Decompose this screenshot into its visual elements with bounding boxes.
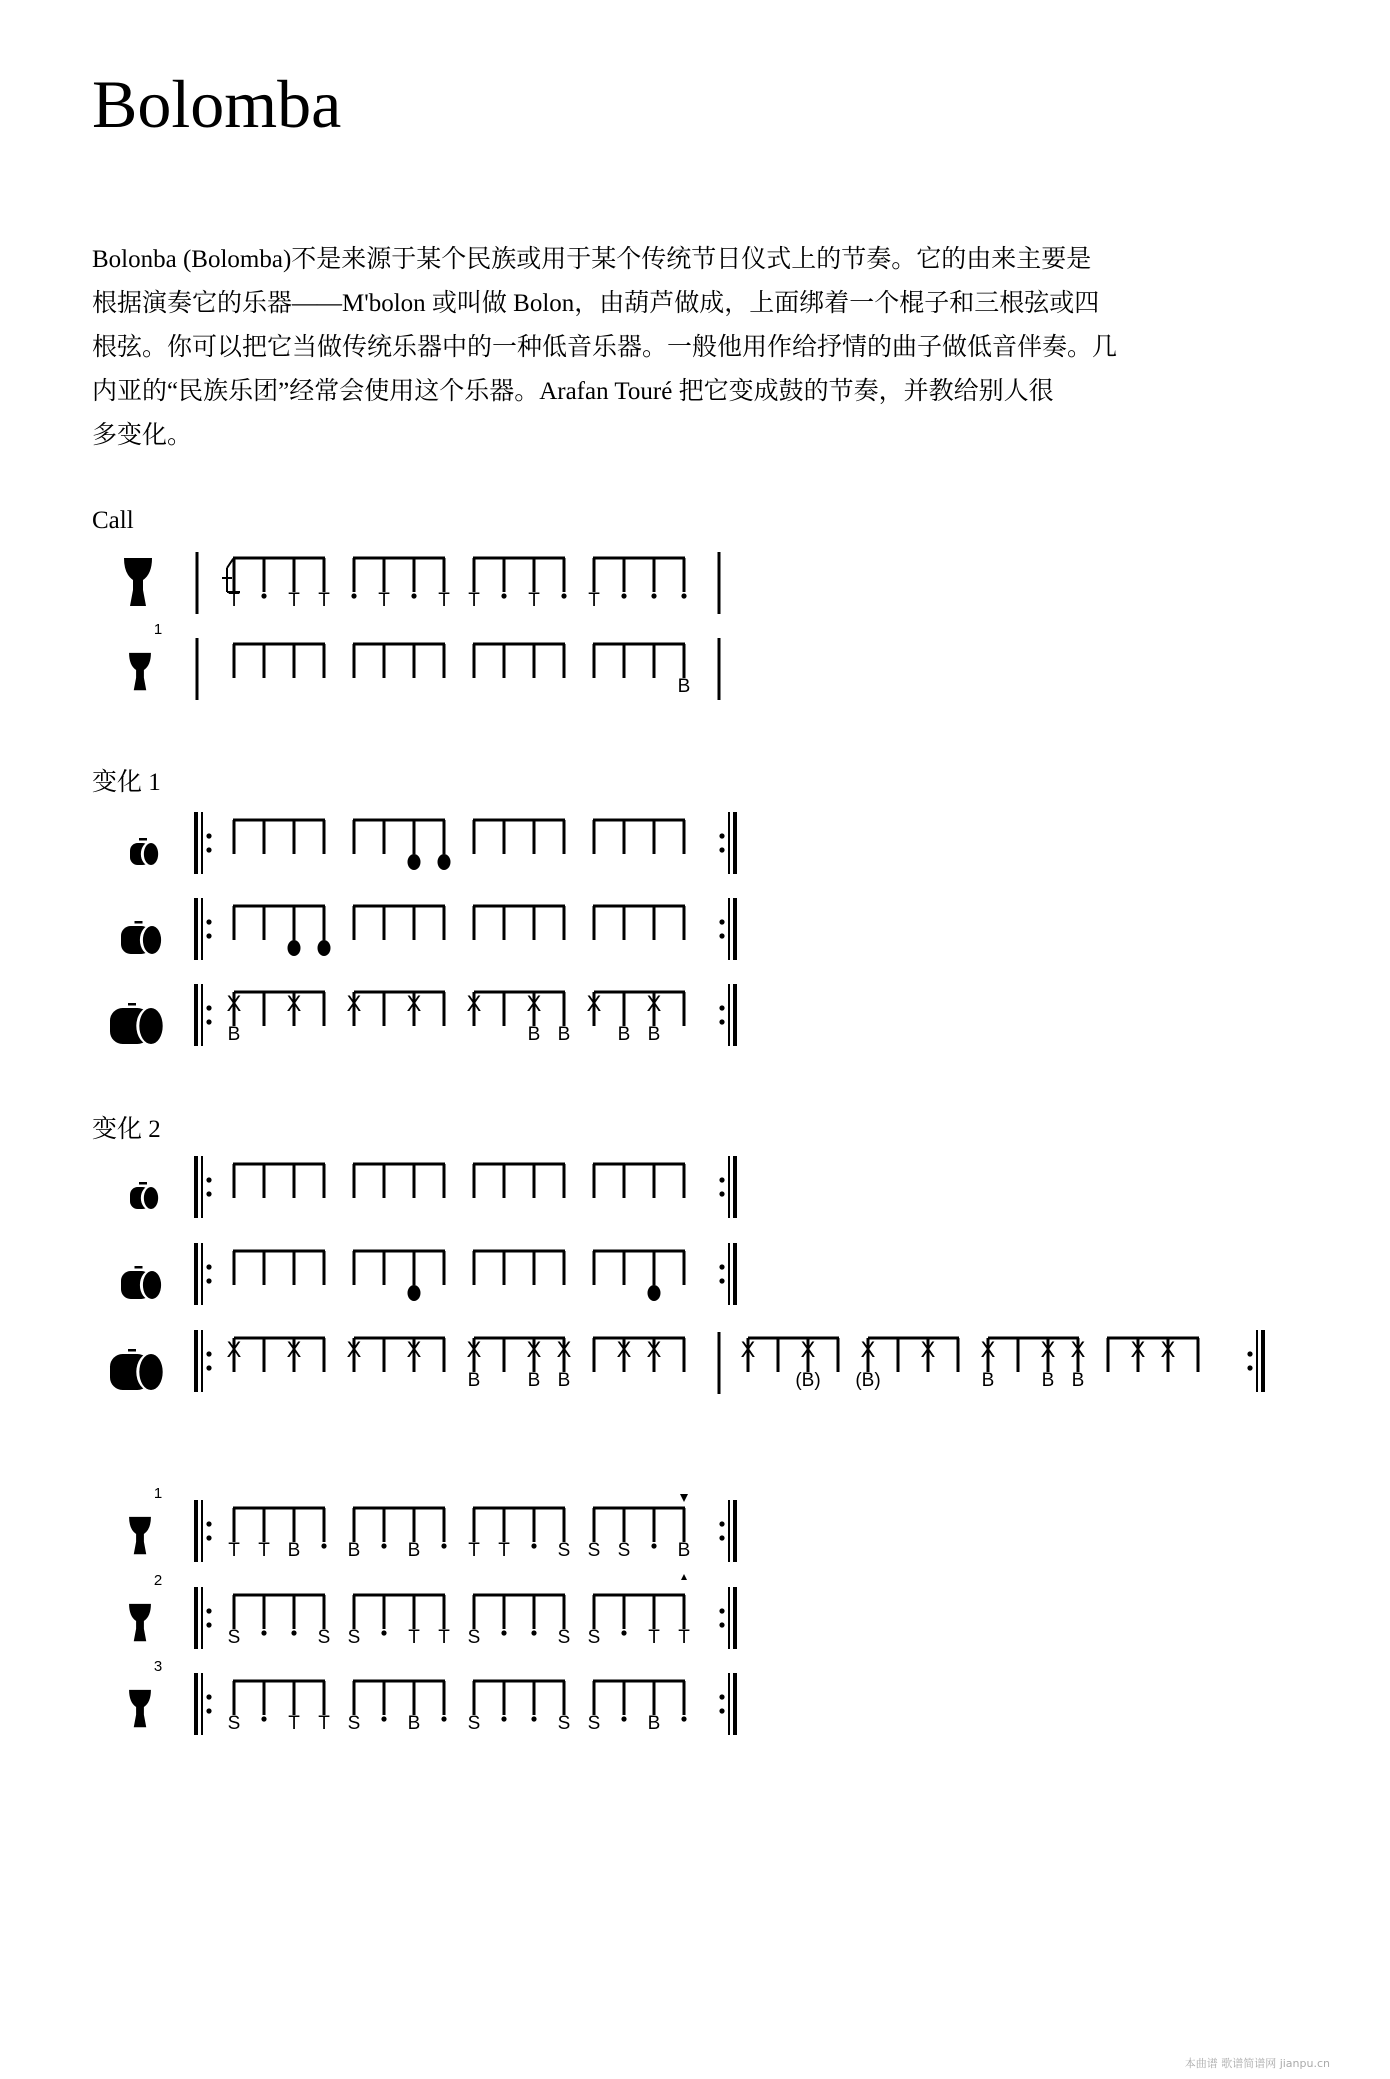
rest-dot bbox=[261, 593, 266, 598]
section-label-call: Call bbox=[92, 507, 134, 534]
staff-row bbox=[130, 812, 735, 874]
rest-dot bbox=[411, 593, 416, 598]
beat-group bbox=[741, 1337, 839, 1391]
row-number: 3 bbox=[153, 1658, 163, 1675]
bell-stroke: X bbox=[346, 1337, 362, 1362]
staff-row bbox=[124, 552, 719, 614]
stroke-label: B bbox=[981, 1370, 995, 1391]
drum-stick-icon bbox=[128, 1349, 136, 1352]
stroke-label: B bbox=[527, 1370, 541, 1391]
beat-group bbox=[233, 644, 325, 678]
beat-group bbox=[588, 558, 686, 611]
bell-stroke: X bbox=[286, 1337, 302, 1362]
rest-dot bbox=[531, 1630, 536, 1635]
drum-head-icon bbox=[139, 1008, 162, 1044]
stroke-label: S bbox=[587, 1627, 601, 1648]
beat-group bbox=[353, 1251, 445, 1301]
bell-stroke: X bbox=[800, 1337, 816, 1362]
stroke-label: T bbox=[528, 590, 540, 611]
stroke-label: B bbox=[677, 676, 691, 697]
bell-stroke: X bbox=[980, 1337, 996, 1362]
beat-group bbox=[588, 1508, 691, 1561]
repeat-dot bbox=[206, 1278, 211, 1283]
stroke-label: S bbox=[617, 1540, 631, 1561]
repeat-dot bbox=[206, 1708, 211, 1713]
intro-line: 根据演奏它的乐器——M'bolon 或叫做 Bolon，由葫芦做成，上面绑着一个棍子和三根弦或四 bbox=[92, 290, 1100, 317]
beat-group bbox=[473, 1164, 565, 1198]
repeat-dot bbox=[206, 1264, 211, 1269]
repeat-dot bbox=[206, 1622, 211, 1627]
stroke-label: T bbox=[228, 1540, 240, 1561]
drum-stick-icon bbox=[139, 1182, 147, 1185]
repeat-dot bbox=[206, 833, 211, 838]
bass-note bbox=[408, 854, 421, 870]
stroke-label: S bbox=[557, 1627, 571, 1648]
stroke-label: S bbox=[467, 1627, 481, 1648]
bell-stroke: X bbox=[226, 1337, 242, 1362]
staff-row bbox=[130, 1156, 735, 1218]
stroke-label: S bbox=[227, 1627, 241, 1648]
bell-stroke: X bbox=[1070, 1337, 1086, 1362]
drum-head-icon bbox=[143, 926, 161, 954]
section-variation-1 bbox=[110, 812, 735, 1046]
stroke-label: S bbox=[347, 1627, 361, 1648]
beat-group bbox=[588, 1595, 691, 1648]
stroke-label: T bbox=[258, 1540, 270, 1561]
bell-stroke: X bbox=[346, 991, 362, 1016]
repeat-dot bbox=[206, 1019, 211, 1024]
stroke-label: T bbox=[378, 590, 390, 611]
stroke-label: S bbox=[557, 1713, 571, 1734]
beat-group bbox=[593, 644, 690, 697]
staff-row bbox=[129, 1658, 735, 1735]
repeat-dot bbox=[719, 1019, 724, 1024]
stroke-label: B bbox=[287, 1540, 301, 1561]
stroke-label: B bbox=[617, 1024, 631, 1045]
rest-dot bbox=[621, 1716, 626, 1721]
drum-head-icon bbox=[144, 1187, 158, 1209]
drum-stick-icon bbox=[128, 1003, 136, 1006]
beat-group bbox=[587, 991, 685, 1045]
stroke-label: B bbox=[1041, 1370, 1055, 1391]
rest-dot bbox=[531, 1543, 536, 1548]
bell-stroke: X bbox=[920, 1337, 936, 1362]
staff-row bbox=[110, 984, 735, 1046]
repeat-dot bbox=[719, 1191, 724, 1196]
beat-group bbox=[468, 558, 566, 611]
repeat-dot bbox=[206, 1191, 211, 1196]
bell-stroke: X bbox=[646, 1337, 662, 1362]
stroke-label: B bbox=[407, 1713, 421, 1734]
repeat-dot bbox=[206, 1694, 211, 1699]
beat-group bbox=[353, 820, 451, 870]
rest-dot bbox=[651, 593, 656, 598]
repeat-dot bbox=[719, 1535, 724, 1540]
beat-group bbox=[855, 1337, 959, 1391]
beat-group bbox=[473, 1251, 565, 1285]
repeat-dot bbox=[206, 1177, 211, 1182]
beat-group bbox=[233, 906, 331, 956]
repeat-dot bbox=[206, 1351, 211, 1356]
drum-head-icon bbox=[139, 1354, 162, 1390]
bell-stroke: X bbox=[526, 991, 542, 1016]
section-variation-2 bbox=[110, 1156, 1263, 1394]
staff-row bbox=[121, 898, 735, 960]
rest-dot bbox=[351, 593, 356, 598]
beat-group bbox=[593, 1251, 685, 1301]
stroke-label: S bbox=[467, 1713, 481, 1734]
stroke-label: T bbox=[468, 1540, 480, 1561]
stroke-label: B bbox=[407, 1540, 421, 1561]
stroke-label: T bbox=[588, 590, 600, 611]
djembe-icon bbox=[129, 1604, 151, 1641]
beat-group bbox=[227, 1337, 325, 1372]
beat-group bbox=[353, 1164, 445, 1198]
stroke-label: T bbox=[468, 590, 480, 611]
repeat-dot bbox=[719, 1708, 724, 1713]
repeat-dot bbox=[719, 1005, 724, 1010]
stroke-label: S bbox=[557, 1540, 571, 1561]
beat-group bbox=[348, 1508, 447, 1561]
repeat-dot bbox=[719, 933, 724, 938]
repeat-dot bbox=[206, 1365, 211, 1370]
stroke-label: B bbox=[557, 1024, 571, 1045]
beat-group bbox=[593, 1337, 685, 1372]
intro-line: Bolonba (Bolomba)不是来源于某个民族或用于某个传统节日仪式上的节奏。它的由来主要是 bbox=[92, 246, 1092, 273]
row-number: 1 bbox=[153, 621, 163, 638]
beat-group bbox=[233, 1251, 325, 1285]
beat-group bbox=[233, 820, 325, 854]
beat-group bbox=[468, 1508, 570, 1561]
repeat-dot bbox=[206, 919, 211, 924]
rest-dot bbox=[561, 593, 566, 598]
djembe-icon bbox=[129, 653, 151, 690]
bell-stroke: X bbox=[586, 991, 602, 1016]
stroke-label: T bbox=[288, 590, 300, 611]
stroke-label: S bbox=[587, 1713, 601, 1734]
stroke-label: T bbox=[408, 1627, 420, 1648]
bell-stroke: X bbox=[466, 1337, 482, 1362]
repeat-dot bbox=[206, 1521, 211, 1526]
stroke-label: T bbox=[678, 1627, 690, 1648]
staff-row bbox=[129, 1485, 735, 1580]
drum-stick-icon bbox=[139, 838, 147, 841]
bass-note bbox=[408, 1285, 421, 1301]
rest-dot bbox=[261, 1716, 266, 1721]
stroke-label: T bbox=[498, 1540, 510, 1561]
beat-group bbox=[353, 906, 445, 940]
page-title: Bolomba bbox=[92, 66, 342, 142]
stroke-label: B bbox=[347, 1540, 361, 1561]
accent-marker-icon bbox=[681, 1574, 687, 1580]
bass-note bbox=[318, 940, 331, 956]
drum-stick-icon bbox=[135, 921, 143, 924]
rest-dot bbox=[621, 1630, 626, 1635]
beat-group bbox=[228, 558, 330, 611]
bell-stroke: X bbox=[1130, 1337, 1146, 1362]
bass-note bbox=[648, 1285, 661, 1301]
beat-group bbox=[353, 644, 445, 678]
rest-dot bbox=[651, 1543, 656, 1548]
beat-group bbox=[348, 1595, 451, 1648]
stroke-label: B bbox=[227, 1024, 241, 1045]
drum-head-icon bbox=[144, 843, 158, 865]
repeat-dot bbox=[719, 1278, 724, 1283]
beat-group bbox=[233, 1164, 325, 1198]
repeat-dot bbox=[719, 1608, 724, 1613]
repeat-dot bbox=[719, 1177, 724, 1182]
section-djembe-accompaniments bbox=[129, 1485, 735, 1735]
row-number: 2 bbox=[153, 1572, 163, 1589]
bell-stroke: X bbox=[616, 1337, 632, 1362]
repeat-dot bbox=[206, 1608, 211, 1613]
stroke-label: S bbox=[227, 1713, 241, 1734]
repeat-dot bbox=[1247, 1351, 1252, 1356]
repeat-dot bbox=[719, 1521, 724, 1526]
beat-group bbox=[473, 644, 565, 678]
staff-row bbox=[121, 1243, 735, 1305]
stroke-label: S bbox=[317, 1627, 331, 1648]
beat-group bbox=[981, 1337, 1086, 1391]
djembe-icon bbox=[124, 558, 152, 606]
beat-group bbox=[348, 1681, 447, 1734]
rest-dot bbox=[321, 1543, 326, 1548]
beat-group bbox=[593, 906, 685, 940]
stroke-label: T bbox=[438, 1627, 450, 1648]
beat-group bbox=[467, 991, 571, 1045]
bass-note bbox=[438, 854, 451, 870]
djembe-icon bbox=[129, 1690, 151, 1727]
bell-stroke: X bbox=[740, 1337, 756, 1362]
stroke-label: B bbox=[467, 1370, 481, 1391]
rest-dot bbox=[261, 1630, 266, 1635]
bass-note bbox=[288, 940, 301, 956]
accent-marker-icon bbox=[680, 1494, 688, 1502]
intro-line: 根弦。你可以把它当做传统乐器中的一种低音乐器。一般他用作给抒情的曲子做低音伴奏。几 bbox=[92, 334, 1118, 361]
stroke-label: B bbox=[527, 1024, 541, 1045]
beat-group bbox=[347, 1337, 445, 1372]
stroke-label: B bbox=[647, 1024, 661, 1045]
repeat-dot bbox=[1247, 1365, 1252, 1370]
section-label-variation-1: 变化 1 bbox=[92, 769, 161, 796]
drum-stick-icon bbox=[135, 1266, 143, 1269]
intro-line: 内亚的“民族乐团”经常会使用这个乐器。Arafan Touré 把它变成鼓的节奏，并教给别人很 bbox=[92, 378, 1054, 405]
rest-dot bbox=[531, 1716, 536, 1721]
rest-dot bbox=[441, 1716, 446, 1721]
beat-group bbox=[227, 991, 325, 1045]
stroke-label: T bbox=[438, 590, 450, 611]
staff-row bbox=[129, 1572, 735, 1649]
beat-group bbox=[593, 1164, 685, 1198]
rest-dot bbox=[501, 1716, 506, 1721]
stroke-label: T bbox=[288, 1713, 300, 1734]
repeat-dot bbox=[206, 1005, 211, 1010]
stroke-label: T bbox=[228, 590, 240, 611]
beat-group bbox=[228, 1508, 326, 1561]
beat-group bbox=[468, 1681, 571, 1734]
bell-stroke: X bbox=[286, 991, 302, 1016]
stroke-label: S bbox=[587, 1540, 601, 1561]
section-label-variation-2: 变化 2 bbox=[92, 1116, 161, 1143]
djembe-icon bbox=[129, 1517, 151, 1554]
staff-row bbox=[110, 1330, 1263, 1394]
repeat-dot bbox=[719, 1622, 724, 1627]
beat-group bbox=[351, 558, 450, 611]
beat-group bbox=[467, 1337, 572, 1391]
repeat-dot bbox=[719, 833, 724, 838]
bell-stroke: X bbox=[466, 991, 482, 1016]
bell-stroke: X bbox=[406, 991, 422, 1016]
intro-line: 多变化。 bbox=[92, 422, 193, 449]
beat-group bbox=[228, 1681, 331, 1734]
rest-dot bbox=[381, 1716, 386, 1721]
bell-stroke: X bbox=[406, 1337, 422, 1362]
row-number: 1 bbox=[153, 1485, 163, 1502]
repeat-dot bbox=[206, 847, 211, 852]
stroke-label: T bbox=[318, 590, 330, 611]
stroke-label: (B) bbox=[795, 1370, 821, 1391]
beat-group bbox=[588, 1681, 687, 1734]
watermark: 本曲谱 歌谱简谱网 jianpu.cn bbox=[1184, 2057, 1330, 2070]
staff-row bbox=[129, 621, 719, 700]
stroke-label: (B) bbox=[855, 1370, 881, 1391]
repeat-dot bbox=[719, 1694, 724, 1699]
rest-dot bbox=[681, 1716, 686, 1721]
drum-head-icon bbox=[143, 1271, 161, 1299]
rest-dot bbox=[381, 1630, 386, 1635]
bell-stroke: X bbox=[860, 1337, 876, 1362]
stroke-label: B bbox=[647, 1713, 661, 1734]
bell-stroke: X bbox=[646, 991, 662, 1016]
bell-stroke: X bbox=[226, 991, 242, 1016]
stroke-label: T bbox=[648, 1627, 660, 1648]
bell-stroke: X bbox=[1040, 1337, 1056, 1362]
repeat-dot bbox=[719, 847, 724, 852]
bell-stroke: X bbox=[1160, 1337, 1176, 1362]
section-call bbox=[124, 552, 719, 700]
repeat-dot bbox=[206, 933, 211, 938]
rest-dot bbox=[501, 593, 506, 598]
stroke-label: S bbox=[347, 1713, 361, 1734]
repeat-dot bbox=[719, 1264, 724, 1269]
stroke-label: B bbox=[557, 1370, 571, 1391]
rest-dot bbox=[381, 1543, 386, 1548]
repeat-dot bbox=[206, 1535, 211, 1540]
bell-stroke: X bbox=[526, 1337, 542, 1362]
beat-group bbox=[473, 820, 565, 854]
beat-group bbox=[1107, 1337, 1199, 1372]
rest-dot bbox=[291, 1630, 296, 1635]
stroke-label: T bbox=[318, 1713, 330, 1734]
beat-group bbox=[473, 906, 565, 940]
stroke-label: B bbox=[677, 1540, 691, 1561]
repeat-dot bbox=[719, 919, 724, 924]
beat-group bbox=[468, 1595, 571, 1648]
rest-dot bbox=[621, 593, 626, 598]
beat-group bbox=[347, 991, 445, 1026]
beat-group bbox=[228, 1595, 331, 1648]
beat-group bbox=[593, 820, 685, 854]
bell-stroke: X bbox=[556, 1337, 572, 1362]
rest-dot bbox=[681, 593, 686, 598]
stroke-label: B bbox=[1071, 1370, 1085, 1391]
rest-dot bbox=[501, 1630, 506, 1635]
rest-dot bbox=[441, 1543, 446, 1548]
